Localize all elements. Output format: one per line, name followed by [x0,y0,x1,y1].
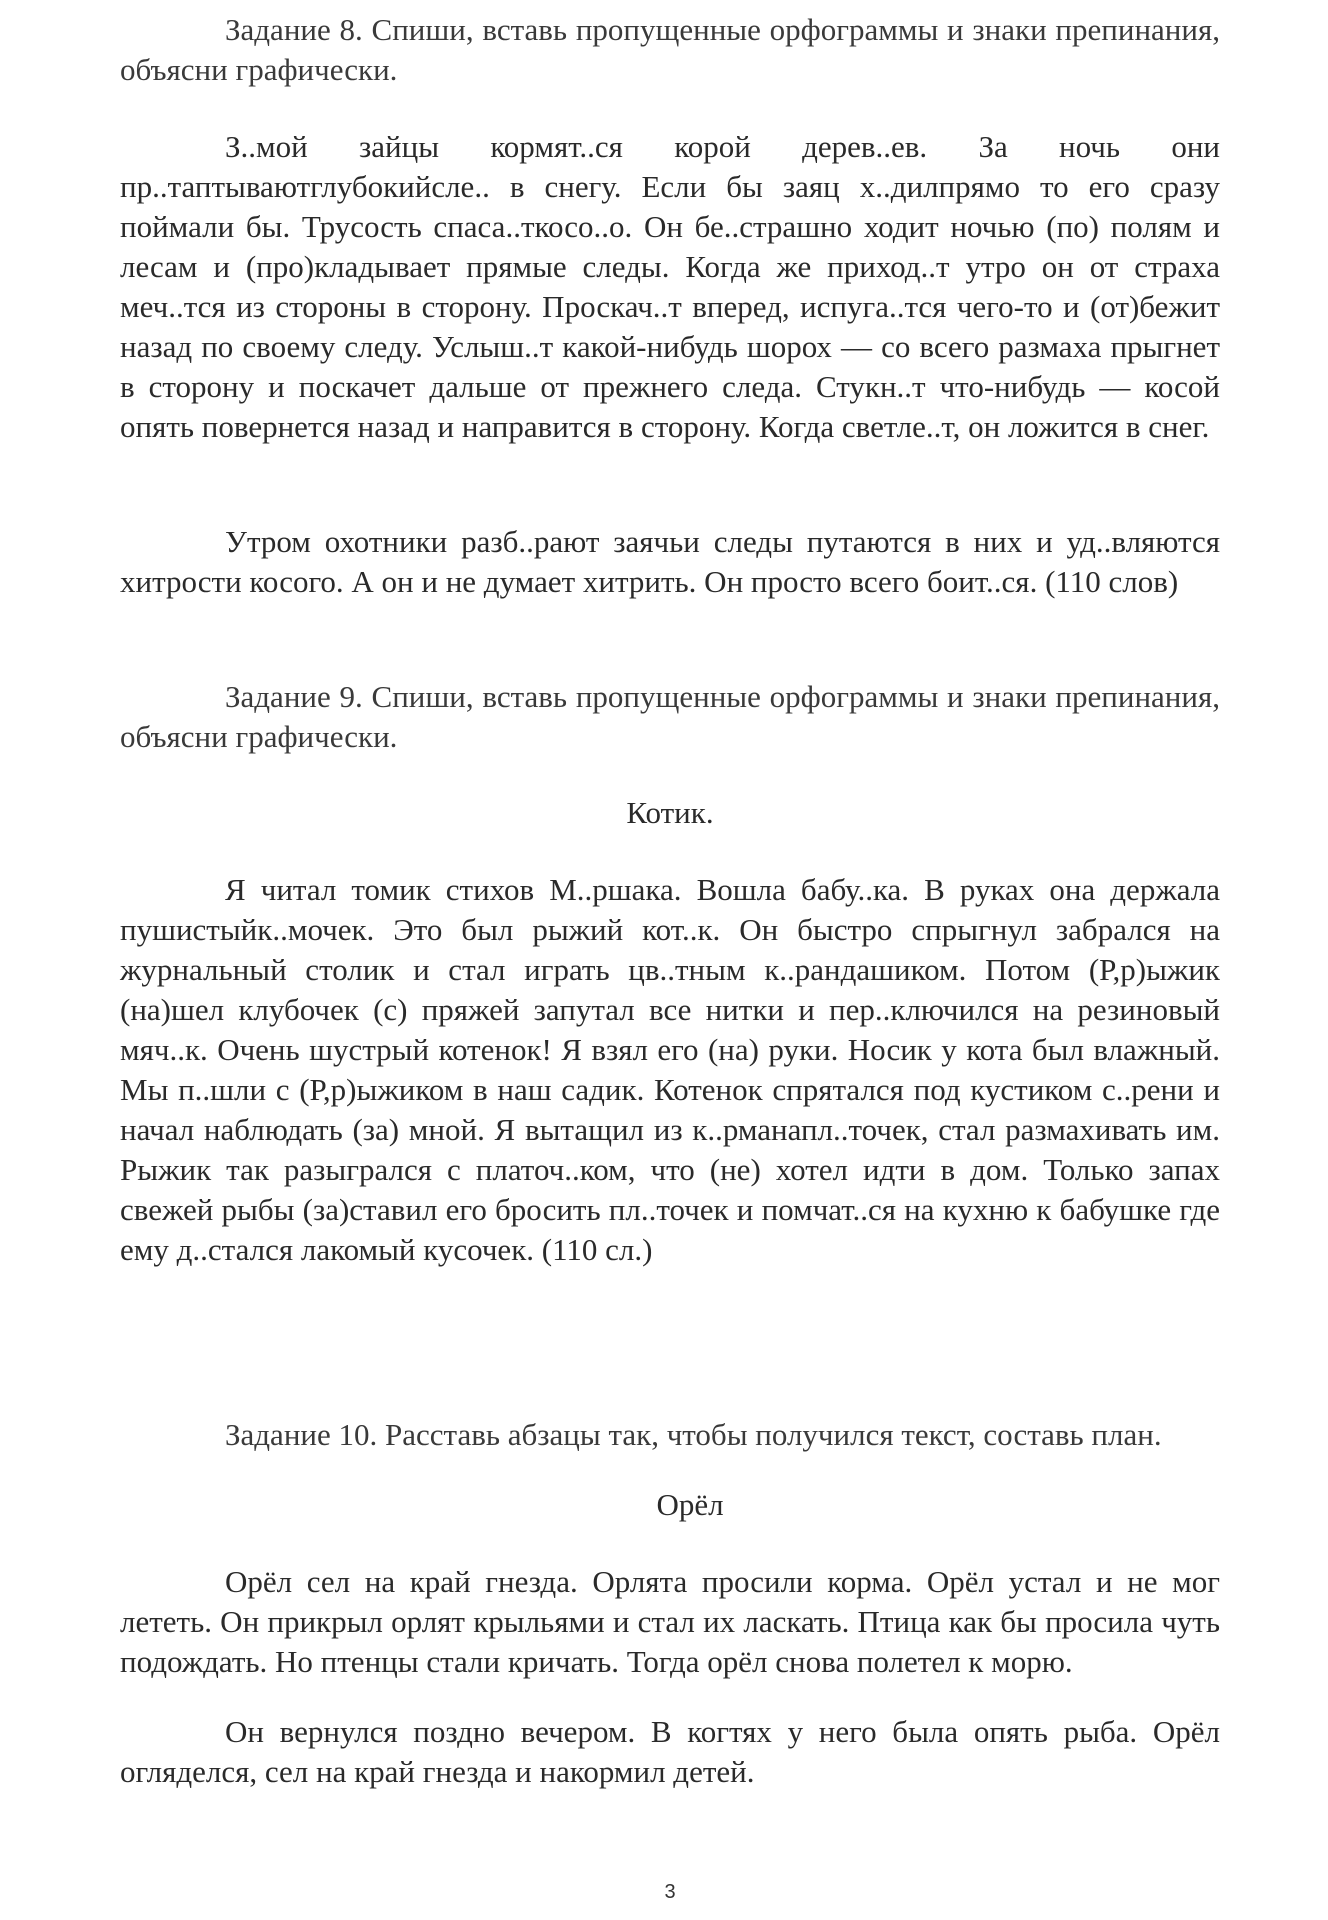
document-page [120,0,1220,1920]
page-number: 3 [664,1881,676,1903]
task10-paragraph-1: Орёл сел на край гнезда. Орлята просили корма. Орёл устал и не мог лететь. Он прикрыл орлят крыльями и стал их ласкать. Птица как бы просила чуть подождать. Но птенцы стали кричать. Тогда орёл снова полетел к морю. [120,1564,1220,1679]
task8-paragraph-1: З..мой зайцы кормят..ся корой дерев..ев. За ночь они пр..таптываютглубокийсле.. в снегу. Если бы заяц х..дилпрямо то его сразу поймали бы. Трусость спаса..ткосо..о. Он бе..страшно ходит ночью (по) полям и лесам и (про)кладывает прямые следы. Когда же приход..т утро он от страха меч..тся из стороны в сторону. Проскач..т вперед, испуга..тся чего-то и (от)бежит назад по своему следу. Услыш..т какой-нибудь шорох — со всего размаха прыгнет в сторону и поскачет дальше от прежнего следа. Стукн..т что-нибудь — косой опять повернется назад и направится в сторону. Когда светле..т, он ложится в снег. [120,129,1220,444]
task9-paragraph: Я читал томик стихов М..ршака. Вошла бабу..ка. В руках она держала пушистыйк..мочек. Это был рыжий кот..к. Он быстро спрыгнул забрался на журнальный столик и стал играть цв..тным к..рандашиком. Потом (Р,р)ыжик (на)шел клубочек (с) пряжей запутал все нитки и пер..ключился на резиновый мяч..к. Очень шустрый котенок! Я взял его (на) руки. Носик у кота был влажный. Мы п..шли с (Р,р)ыжиком в наш садик. Котенок спрятался под кустиком с..рени и начал наблюдать (за) мной. Я вытащил из к..рманапл..точек, стал размахивать им. Рыжик так разыгрался с платоч..ком, что (не) хотел идти в дом. Только запах свежей рыбы (за)ставил его бросить пл..точек и помчат..ся на кухню к бабушке где ему д..стался лакомый кусочек. (110 сл.) [120,872,1220,1267]
task9-title: Котик. [626,795,714,830]
task10-paragraph-2: Он вернулся поздно вечером. В когтях у него была опять рыба. Орёл огляделся, сел на край гнезда и накормил детей. [120,1714,1220,1789]
task8-heading: Задание 8. Спиши, вставь пропущенные орфограммы и знаки препинания, объясни графически. [120,12,1220,87]
task10-heading: Задание 10. Расставь абзацы так, чтобы получился текст, составь план. [225,1417,1162,1452]
task9-heading: Задание 9. Спиши, вставь пропущенные орфограммы и знаки препинания, объясни графически. [120,679,1220,754]
task10-title: Орёл [656,1487,724,1522]
task8-paragraph-2: Утром охотники разб..рают заячьи следы путаются в них и уд..вляются хитрости косого. А он и не думает хитрить. Он просто всего боит..ся. (110 слов) [120,524,1220,599]
